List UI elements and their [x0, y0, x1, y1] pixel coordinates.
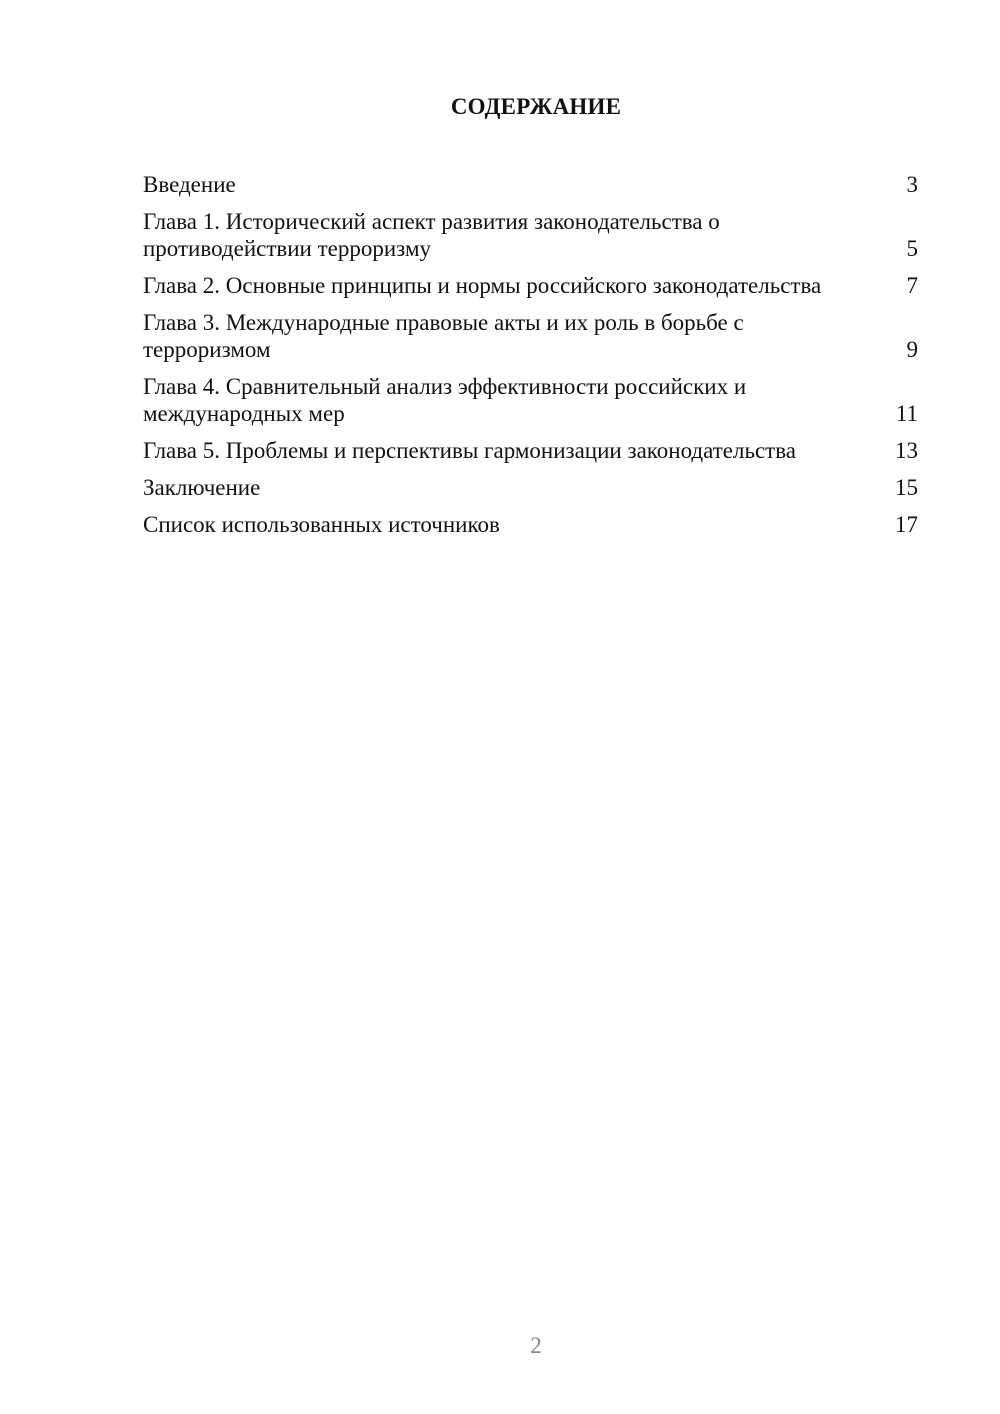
toc-entry-chapter-2	[143, 272, 918, 299]
toc-entry-text: Глава 3. Международные правовые акты и их роль в борьбе с терроризмом	[143, 310, 744, 362]
toc-entry-references	[143, 511, 918, 538]
toc-entry-introduction	[143, 171, 918, 198]
toc-entry-text: Глава 1. Исторический аспект развития законодательства о противодействии терроризму	[143, 209, 720, 261]
toc-entry-page: 15	[895, 475, 918, 500]
toc-entry-text: Глава 4. Сравнительный анализ эффективности российских и международных мер	[143, 374, 747, 426]
toc-entry-text: Список использованных источников	[143, 512, 500, 537]
toc-entry-page: 5	[906, 236, 918, 261]
toc-entry-chapter-5	[143, 437, 918, 464]
toc-entry-text: Глава 2. Основные принципы и нормы российского законодательства	[143, 273, 822, 298]
toc-entry-page: 3	[906, 172, 918, 197]
toc-entry-text: Заключение	[143, 475, 261, 500]
toc-entry-page: 7	[906, 273, 918, 298]
toc-entry-page: 11	[895, 401, 918, 426]
toc-entry-text: Введение	[143, 172, 236, 197]
page-title: СОДЕРЖАНИЕ	[450, 94, 622, 119]
toc-entry-page: 17	[895, 512, 918, 537]
toc-entry-chapter-3	[143, 309, 918, 363]
toc-entry-conclusion	[143, 474, 918, 501]
page-number: 2	[530, 1333, 542, 1358]
toc-entry-text: Глава 5. Проблемы и перспективы гармонизации законодательства	[143, 438, 796, 463]
toc-entry-page: 9	[906, 337, 918, 362]
table-of-contents	[143, 171, 918, 548]
toc-entry-page: 13	[895, 438, 918, 463]
toc-entry-chapter-4	[143, 373, 918, 427]
toc-entry-chapter-1	[143, 208, 918, 262]
